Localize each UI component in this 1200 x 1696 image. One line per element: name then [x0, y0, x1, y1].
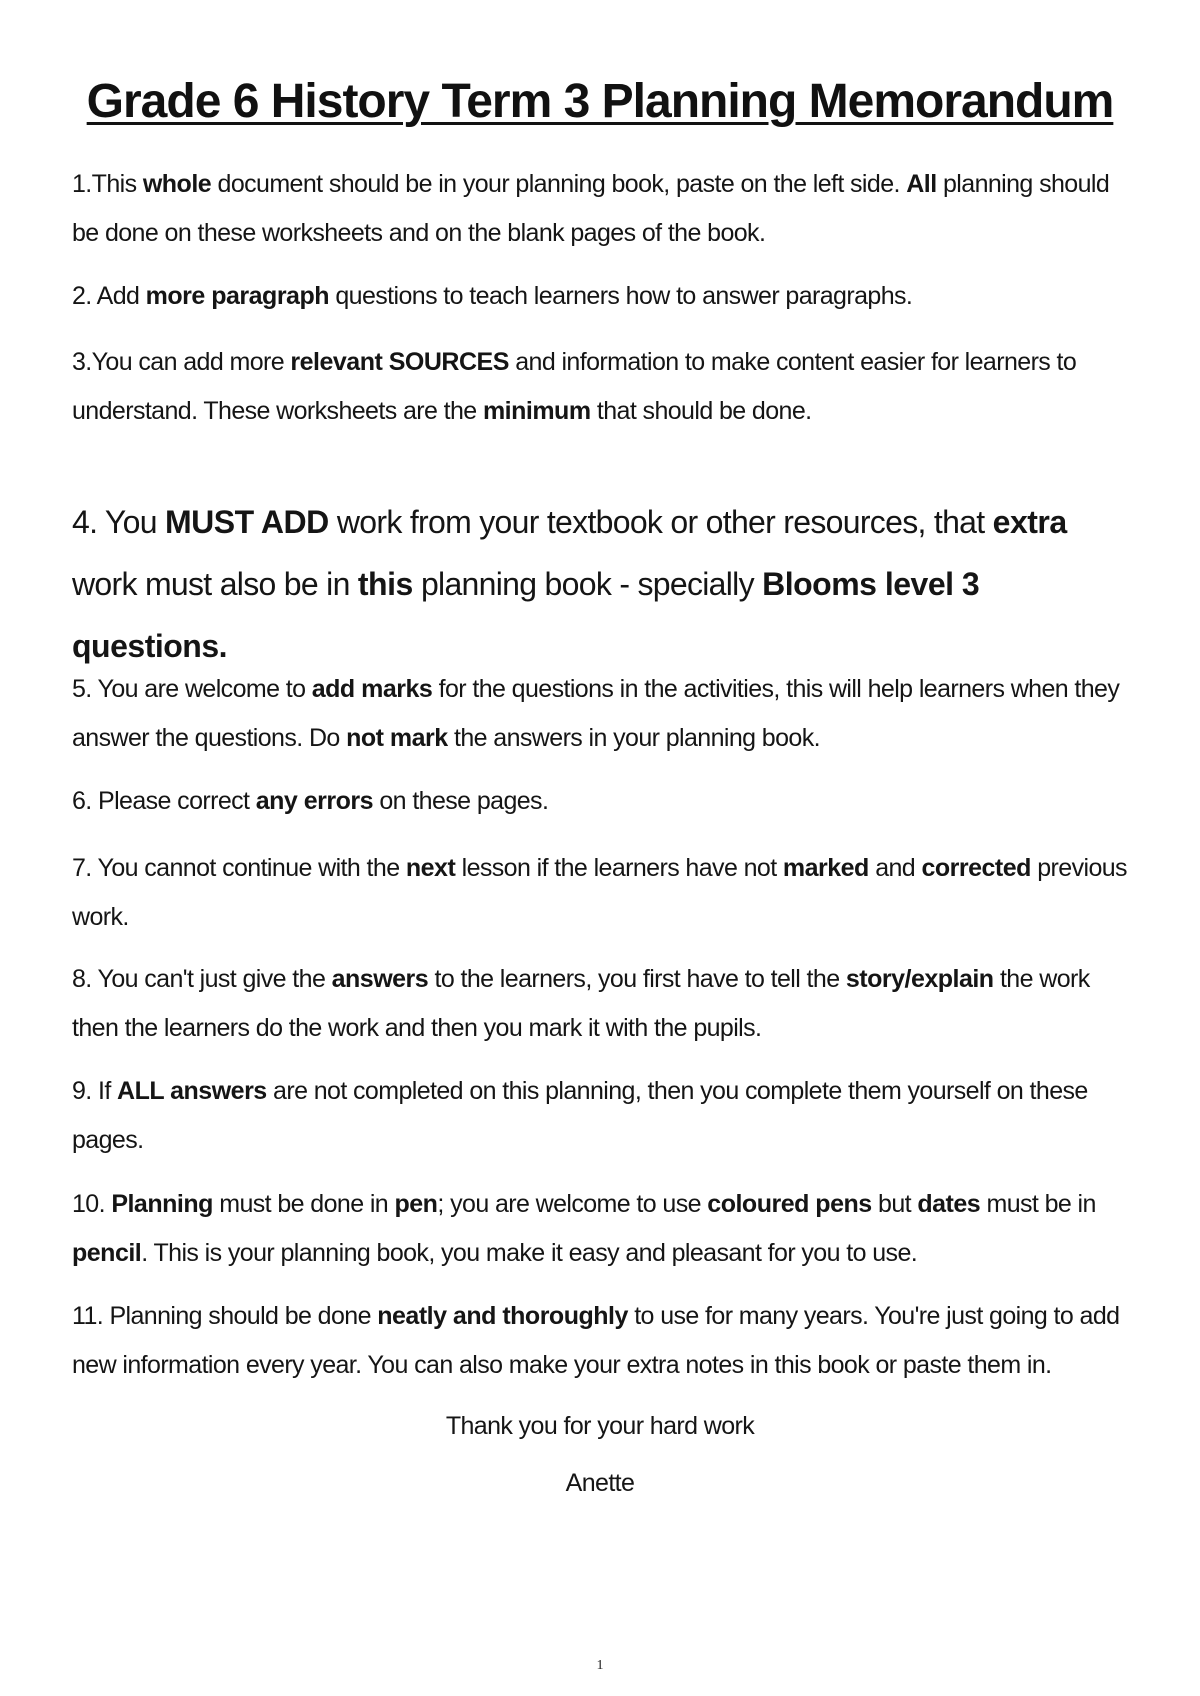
instruction-2: 2. Add more paragraph questions to teach learners how to answer paragraphs. [72, 282, 913, 310]
page-title: Grade 6 History Term 3 Planning Memorandum [86, 75, 1114, 128]
bold-emphasis: neatly and thoroughly [377, 1302, 628, 1330]
instruction-7: 7. You cannot continue with the next lesson if the learners have not marked and corrected previous work. [72, 854, 1127, 931]
bold-emphasis: more paragraph [145, 282, 329, 310]
bold-emphasis: whole [142, 170, 212, 198]
bold-emphasis: pencil [72, 1239, 142, 1267]
bold-emphasis: Blooms level 3 questions. [72, 566, 980, 664]
bold-emphasis: minimum [482, 397, 591, 425]
instruction-10: 10. Planning must be done in pen; you are welcome to use coloured pens but dates must be in pencil. This is your planning book, you make it easy and pleasant for you to use. [72, 1190, 1096, 1267]
instruction-11: 11. Planning should be done neatly and thoroughly to use for many years. You're just going to add new information every year. You can also make your extra notes in this book or paste them in. [72, 1302, 1120, 1379]
bold-emphasis: any errors [255, 787, 374, 815]
bold-emphasis: corrected [921, 854, 1031, 882]
bold-emphasis: next [405, 854, 456, 882]
bold-emphasis: answers [331, 965, 429, 993]
bold-emphasis: extra [992, 504, 1067, 540]
instruction-4: 4. You MUST ADD work from your textbook or other resources, that extra work must also be in this planning book - specially Blooms level 3 questions. [72, 504, 1067, 664]
bold-emphasis: add marks [311, 675, 433, 703]
bold-emphasis: dates [917, 1190, 981, 1218]
bold-emphasis: this [357, 566, 413, 602]
bold-emphasis: ALL answers [117, 1077, 267, 1105]
bold-emphasis: relevant SOURCES [290, 348, 509, 376]
signature: Anette [565, 1469, 635, 1497]
bold-emphasis: not mark [346, 724, 448, 752]
instruction-8: 8. You can't just give the answers to the learners, you first have to tell the story/explain the work then the learners do the work and then you mark it with the pupils. [72, 965, 1090, 1042]
instruction-9: 9. If ALL answers are not completed on this planning, then you complete them yourself on these pages. [72, 1077, 1088, 1154]
instruction-1: 1.This whole document should be in your planning book, paste on the left side. All planning should be done on these worksheets and on the blank pages of the book. [72, 170, 1110, 247]
bold-emphasis: story/explain [845, 965, 994, 993]
page-number: 1 [596, 1658, 604, 1673]
bold-emphasis: pen [394, 1190, 438, 1218]
instruction-3: 3.You can add more relevant SOURCES and information to make content easier for learners to understand. These worksheets are the minimum that should be done. [72, 348, 1077, 425]
bold-emphasis: Planning [111, 1190, 213, 1218]
closing-text: Thank you for your hard work [445, 1412, 755, 1440]
bold-emphasis: All [906, 170, 937, 198]
instruction-5: 5. You are welcome to add marks for the questions in the activities, this will help learners when they answer the questions. Do not mark the answers in your planning book. [72, 675, 1120, 752]
bold-emphasis: coloured pens [707, 1190, 872, 1218]
instruction-6: 6. Please correct any errors on these pages. [72, 787, 549, 815]
bold-emphasis: marked [782, 854, 869, 882]
bold-emphasis: MUST ADD [165, 504, 329, 540]
